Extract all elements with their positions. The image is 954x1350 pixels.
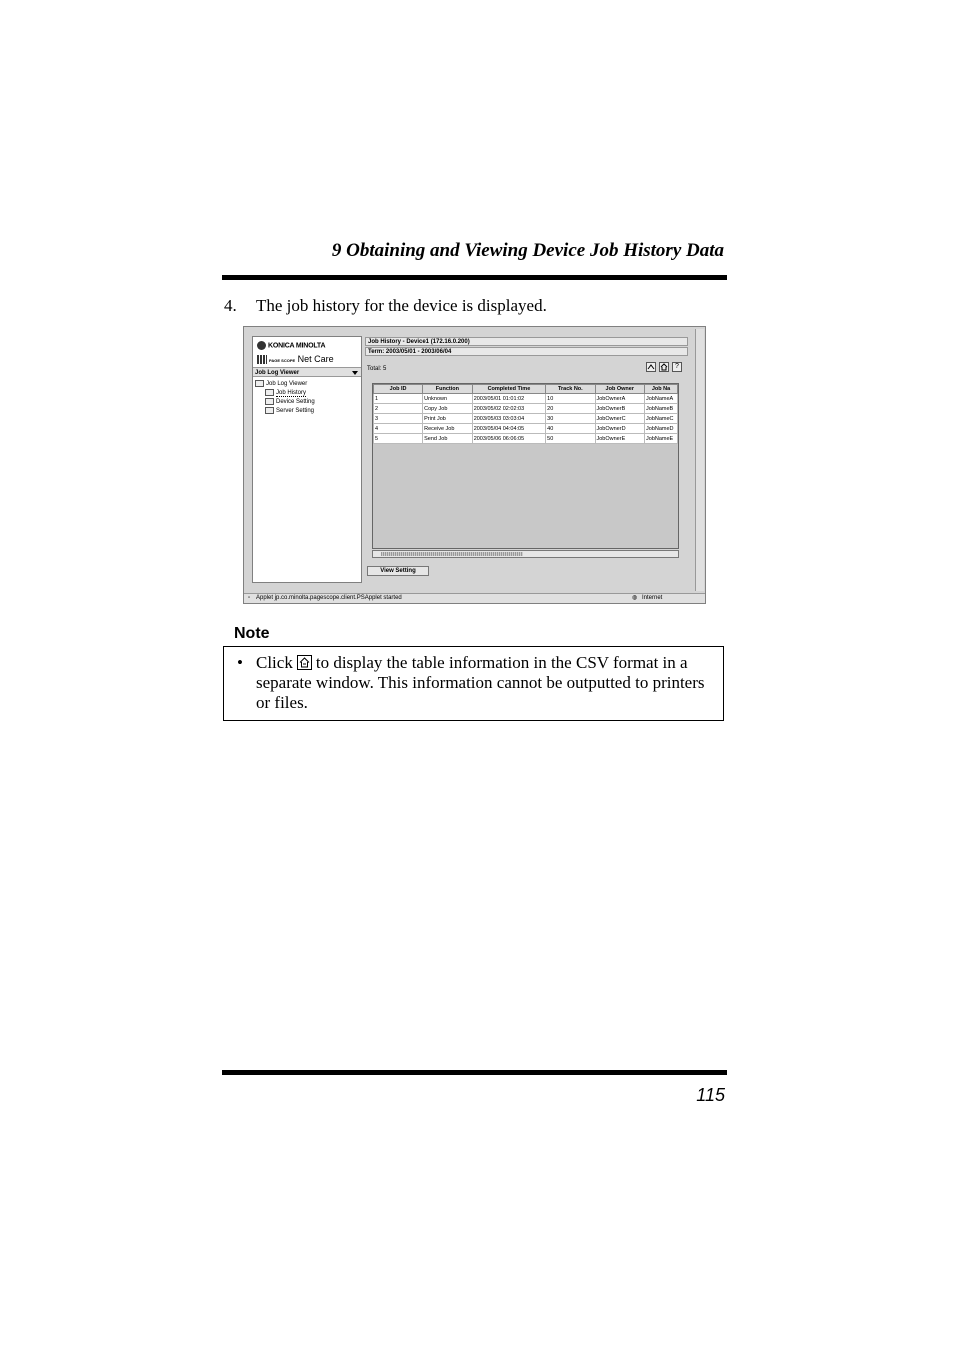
table-cell: JobNameB	[645, 404, 678, 414]
status-text: Applet jp.co.minolta.pagescope.client.PSApplet started	[256, 595, 402, 601]
table-cell: 4	[374, 424, 423, 434]
column-header[interactable]: Function	[423, 385, 473, 394]
note-text	[256, 653, 718, 713]
step-4	[224, 296, 547, 316]
job-history-table	[372, 383, 679, 549]
table-cell: Print Job	[423, 414, 473, 424]
zone-text: Internet	[642, 595, 663, 601]
view-setting-button[interactable]: View Setting	[367, 566, 429, 576]
table-cell: 3	[374, 414, 423, 424]
table-cell: 10	[546, 394, 595, 404]
browser-status-bar	[244, 593, 705, 603]
up-arrow-icon[interactable]	[646, 362, 656, 372]
folder-icon	[265, 407, 274, 414]
table-cell: JobNameA	[645, 394, 678, 404]
table-row[interactable]	[374, 434, 678, 444]
brand-globe-icon	[257, 341, 266, 350]
table-cell: 2	[374, 404, 423, 414]
table-cell: JobNameD	[645, 424, 678, 434]
tree-item-device-setting[interactable]: Device Setting	[255, 398, 315, 407]
scroll-thumb[interactable]	[381, 552, 523, 556]
table-row[interactable]	[374, 404, 678, 414]
pagescope-mark-icon	[257, 355, 267, 364]
table-cell: JobOwnerC	[595, 414, 645, 424]
table-cell: JobOwnerA	[595, 394, 645, 404]
konica-minolta-logo: KONICA MINOLTA	[257, 341, 325, 350]
table-cell: 5	[374, 434, 423, 444]
folder-icon	[265, 398, 274, 405]
table-cell: 30	[546, 414, 595, 424]
table-cell: JobOwnerE	[595, 434, 645, 444]
column-header[interactable]: Job Na	[645, 385, 678, 394]
tree-item-server-setting[interactable]: Server Setting	[255, 407, 315, 416]
table-cell: 50	[546, 434, 595, 444]
table-cell: Unknown	[423, 394, 473, 404]
job-history-screenshot	[243, 326, 706, 604]
content-pane	[363, 336, 690, 583]
table-cell: 40	[546, 424, 595, 434]
globe-icon: ◍	[632, 595, 638, 601]
table-cell: 2003/05/04 04:04:05	[472, 424, 545, 434]
table-cell: 2003/05/01 01:01:02	[472, 394, 545, 404]
header-rule	[222, 275, 727, 280]
folder-icon	[265, 389, 274, 396]
pagescope-netcare-logo	[257, 354, 334, 364]
table-cell: 2003/05/06 06:06:05	[472, 434, 545, 444]
chevron-down-icon	[352, 371, 358, 375]
table-cell: Receive Job	[423, 424, 473, 434]
table-cell: 2003/05/03 03:03:04	[472, 414, 545, 424]
table-cell: 2003/05/02 02:02:03	[472, 404, 545, 414]
tree-item-job-history[interactable]: Job History	[255, 389, 315, 398]
table-row[interactable]	[374, 424, 678, 434]
note-box	[223, 646, 724, 721]
viewer-select[interactable]: Job Log Viewer	[253, 367, 361, 377]
note-text-after: to display the table information in the CSV format in a separate window. This information cannot be outputted to printers or files.	[256, 653, 705, 712]
term-bar: Term: 2003/05/01 - 2003/06/04	[365, 347, 688, 356]
tree-item-job-log-viewer[interactable]: Job Log Viewer	[255, 380, 315, 389]
page-number: 115	[696, 1085, 725, 1105]
page-icon: ▫	[248, 595, 251, 601]
note-bullet: •	[237, 653, 243, 672]
column-header[interactable]: Job Owner	[595, 385, 645, 394]
note-heading: Note	[234, 625, 270, 642]
table-cell: 1	[374, 394, 423, 404]
table-header	[374, 385, 678, 394]
csv-export-icon[interactable]	[659, 362, 669, 372]
folder-icon	[255, 380, 264, 387]
csv-export-icon	[297, 655, 312, 670]
table-cell: 20	[546, 404, 595, 414]
column-header[interactable]: Completed Time	[472, 385, 545, 394]
table-cell: JobNameE	[645, 434, 678, 444]
step-number: 4.	[224, 296, 237, 315]
help-icon[interactable]: ?	[672, 362, 682, 372]
table-cell: Copy Job	[423, 404, 473, 414]
navigation-pane	[252, 336, 362, 583]
table-cell: JobOwnerD	[595, 424, 645, 434]
table-row[interactable]	[374, 414, 678, 424]
note-text-before: Click	[256, 653, 293, 672]
pagescope-mark-text: PAGE SCOPE	[269, 358, 296, 363]
footer-rule	[222, 1070, 727, 1075]
column-header[interactable]: Job ID	[374, 385, 423, 394]
vertical-scrollbar[interactable]	[695, 329, 704, 591]
column-header[interactable]: Track No.	[546, 385, 595, 394]
total-count: Total: 5	[367, 366, 387, 372]
horizontal-scrollbar[interactable]	[372, 550, 679, 558]
nav-tree	[255, 380, 315, 416]
table-cell: JobOwnerB	[595, 404, 645, 414]
table-row[interactable]	[374, 394, 678, 404]
job-history-title: Job History - Device1 (172.16.0.200)	[365, 337, 688, 346]
chapter-title: 9 Obtaining and Viewing Device Job History Data	[331, 240, 724, 261]
product-name: Net Care	[297, 354, 334, 364]
table-cell: JobNameC	[645, 414, 678, 424]
table-cell: Send Job	[423, 434, 473, 444]
step-text: The job history for the device is displayed.	[256, 296, 547, 315]
